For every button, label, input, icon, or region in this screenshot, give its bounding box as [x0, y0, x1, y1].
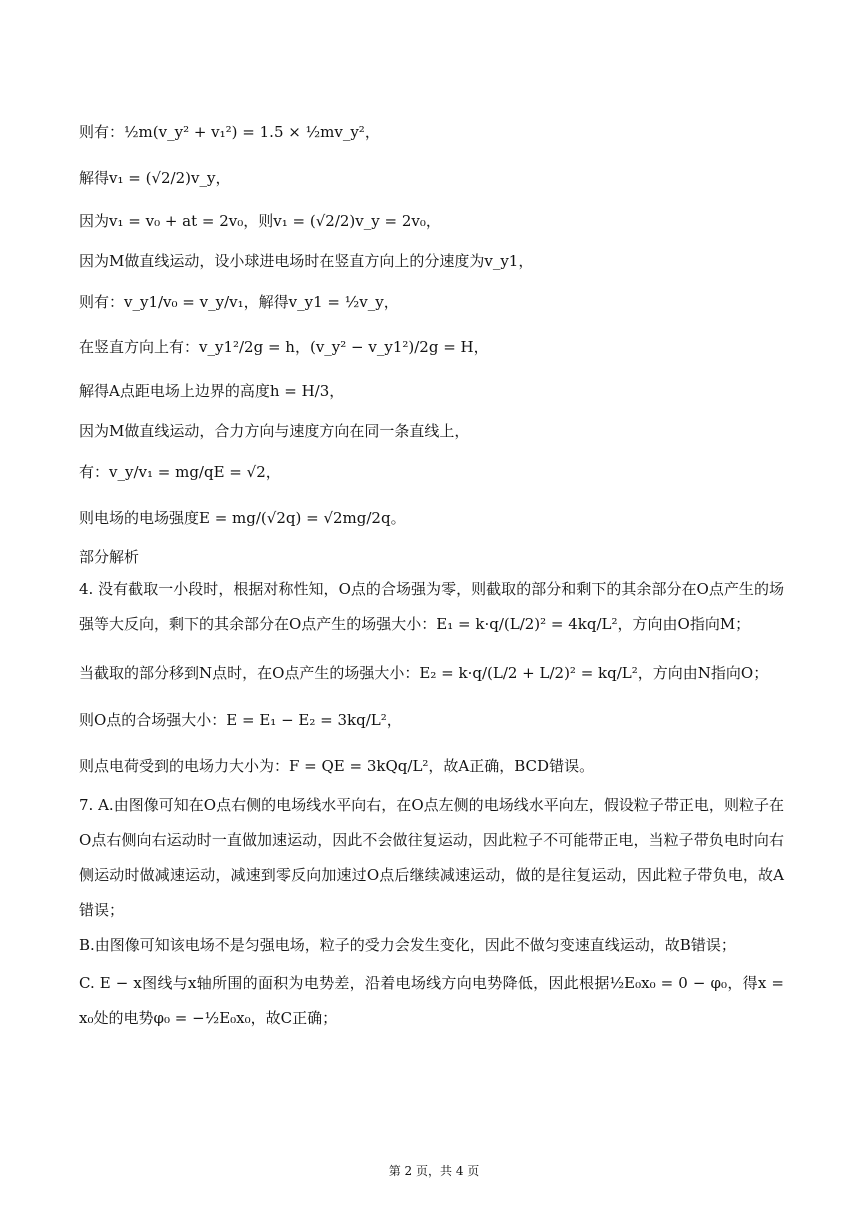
page-footer: 第 2 页，共 4 页: [388, 1164, 480, 1178]
q4-paragraph-2: 当截取的部分移到N点时，在O点产生的场强大小：E₂ = k·q/(L/2 + L/2)² = kq/L²，方向由N指向O；: [79, 664, 769, 682]
q7-paragraph-a: 7. A.由图像可知在O点右侧的电场线水平向右，在O点左侧的电场线水平向左，假设粒子带正电，则粒子在O点右侧向右运动时一直做加速运动，因此不会做往复运动，因此粒子不可能带正电，当粒子带负电时向右侧运动时做减速运动，减速到零反向加速过O点后继续减速运动，做的是往复运动，因此粒子带负电，故A错误；: [79, 796, 784, 919]
solution-line-5: 则有：v_y1/v₀ = v_y/v₁，解得v_y1 = ½v_y，: [79, 293, 399, 311]
solution-line-3: 因为v₁ = v₀ + at = 2v₀，则v₁ = (√2/2)v_y = 2v₀，: [79, 212, 441, 230]
q7-paragraph-c: C. E − x图线与x轴所围的面积为电势差，沿着电场线方向电势降低，因此根据½E₀x₀ = 0 − φ₀，得x = x₀处的电势φ₀ = −½E₀x₀，故C正确；: [79, 974, 784, 1027]
solution-line-10: 则电场的电场强度E = mg/(√2q) = √2mg/2q。: [79, 509, 406, 527]
solution-line-7: 解得A点距电场上边界的高度h = H/3，: [79, 382, 345, 400]
solution-line-6: 在竖直方向上有：v_y1²/2g = h，(v_y² − v_y1²)/2g = H，: [79, 338, 489, 356]
q4-paragraph-1: 4. 没有截取一小段时，根据对称性知，O点的合场强为零，则截取的部分和剩下的其余部分在O点产生的场强等大反向，剩下的其余部分在O点产生的场强大小：E₁ = k·q/(L/2)² = 4kq/L²，方向由O指向M；: [79, 580, 784, 633]
solution-line-9: 有：v_y/v₁ = mg/qE = √2，: [79, 463, 281, 481]
q4-paragraph-3: 则O点的合场强大小：E = E₁ − E₂ = 3kq/L²，: [79, 711, 402, 729]
solution-line-2: 解得v₁ = (√2/2)v_y，: [79, 169, 231, 187]
section-heading: 部分解析: [79, 548, 140, 566]
q4-paragraph-4: 则点电荷受到的电场力大小为：F = QE = 3kQq/L²，故A正确，BCD错误。: [79, 757, 595, 775]
solution-line-1: 则有：½m(v_y² + v₁²) = 1.5 × ½mv_y²，: [79, 123, 380, 141]
solution-line-8: 因为M做直线运动，合力方向与速度方向在同一条直线上，: [79, 422, 470, 440]
q7-paragraph-b: B.由图像可知该电场不是匀强电场，粒子的受力会发生变化，因此不做匀变速直线运动，故B错误；: [79, 936, 736, 954]
solution-line-4: 因为M做直线运动，设小球进电场时在竖直方向上的分速度为v_y1，: [79, 252, 534, 270]
